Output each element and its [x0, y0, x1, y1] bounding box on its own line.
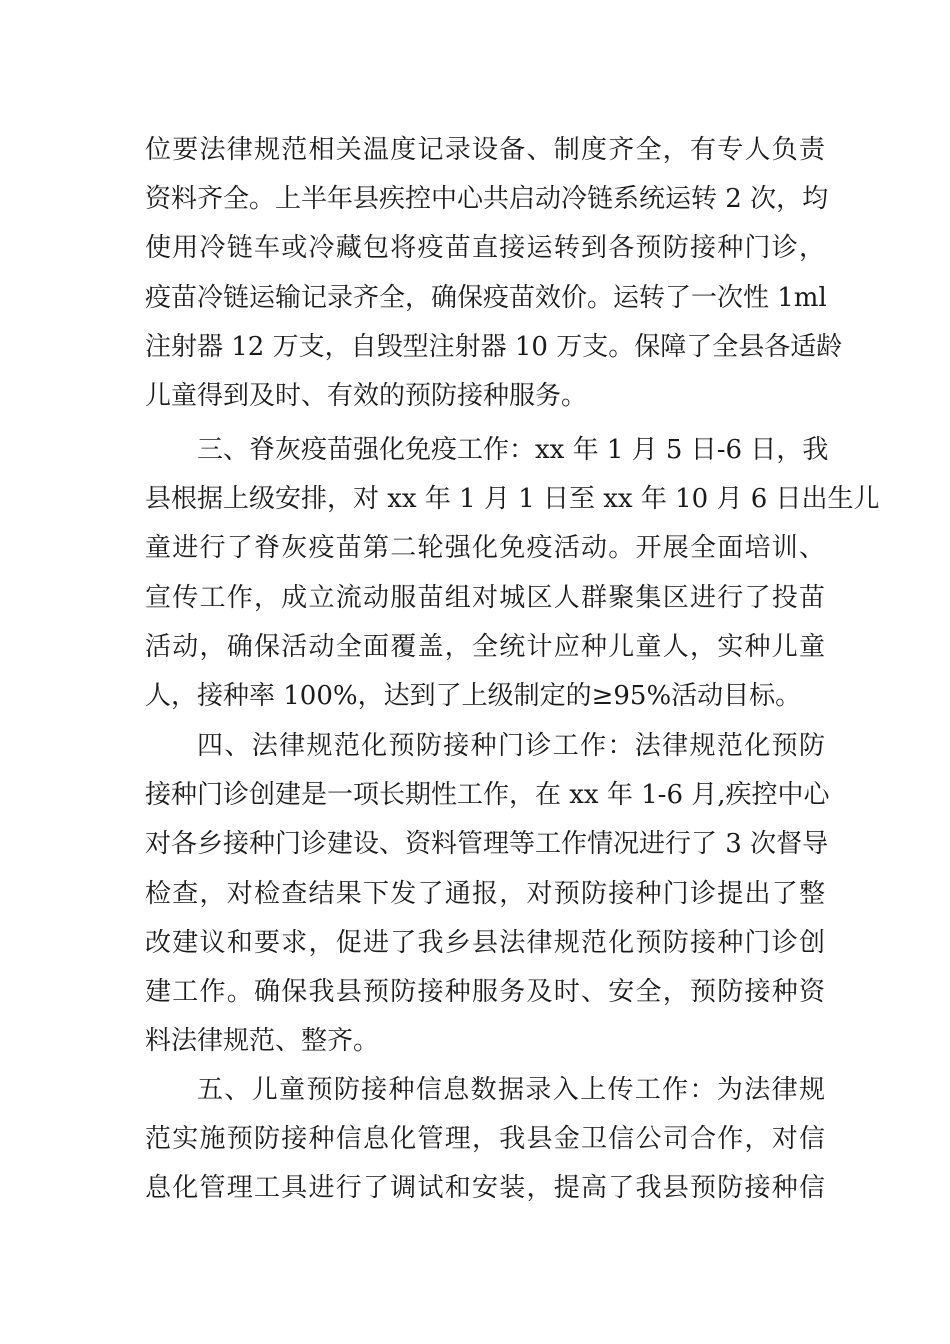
paragraph-data-upload [145, 1066, 825, 1214]
text-line: 宣传工作，成立流动服苗组对城区人群聚集区进行了投苗 [145, 582, 825, 613]
text-line: 四、法律规范化预防接种门诊工作：法律规范化预防 [197, 731, 825, 761]
text-line: 接种门诊创建是一项长期性工作，在 xx 年 1-6 月,疾控中心 [145, 780, 830, 811]
text-line: 五、儿童预防接种信息数据录入上传工作：为法律规 [197, 1075, 825, 1105]
text-line: 对各乡接种门诊建设、资料管理等工作情况进行了 3 次督导 [145, 829, 829, 860]
paragraph-polio-immunization [145, 426, 880, 721]
text-line: 料法律规范、整齐。 [145, 1026, 380, 1057]
text-line: 建工作。确保我县预防接种服务及时、安全，预防接种资 [145, 976, 825, 1007]
text-line: 改建议和要求，促进了我乡县法律规范化预防接种门诊创 [145, 927, 825, 958]
text-line: 儿童得到及时、有效的预防接种服务。 [145, 380, 588, 411]
text-line: 疫苗冷链运输记录齐全，确保疫苗效价。运转了一次性 1ml [145, 282, 827, 313]
text-line: 人，接种率 100%，达到了上级制定的≥95%活动目标。 [145, 680, 802, 711]
text-line: 活动，确保活动全面覆盖，全统计应种儿童人，实种儿童 [145, 631, 825, 662]
text-line: 县根据上级安排，对 xx 年 1 月 1 日至 xx 年 10 月 6 日出生儿 [145, 484, 880, 515]
text-line: 位要法律规范相关温度记录设备、制度齐全，有专人负责 [145, 135, 825, 165]
paragraph-clinic-standardization [145, 722, 830, 1066]
text-line: 童进行了脊灰疫苗第二轮强化免疫活动。开展全面培训、 [145, 533, 825, 564]
text-line: 检查，对检查结果下发了通报，对预防接种门诊提出了整 [145, 878, 825, 909]
text-line: 使用冷链车或冷藏包将疫苗直接运转到各预防接种门诊， [145, 233, 825, 264]
text-line: 资料齐全。上半年县疾控中心共启动冷链系统运转 2 次，均 [145, 184, 829, 215]
paragraph-cold-chain [145, 126, 843, 421]
text-line: 息化管理工具进行了调试和安装，提高了我县预防接种信 [145, 1173, 825, 1204]
text-line: 三、脊灰疫苗强化免疫工作：xx 年 1 月 5 日-6 日，我 [197, 435, 829, 465]
text-line: 范实施预防接种信息化管理，我县金卫信公司合作，对信 [145, 1124, 825, 1155]
text-line: 注射器 12 万支，自毁型注射器 10 万支。保障了全县各适龄 [145, 331, 843, 362]
